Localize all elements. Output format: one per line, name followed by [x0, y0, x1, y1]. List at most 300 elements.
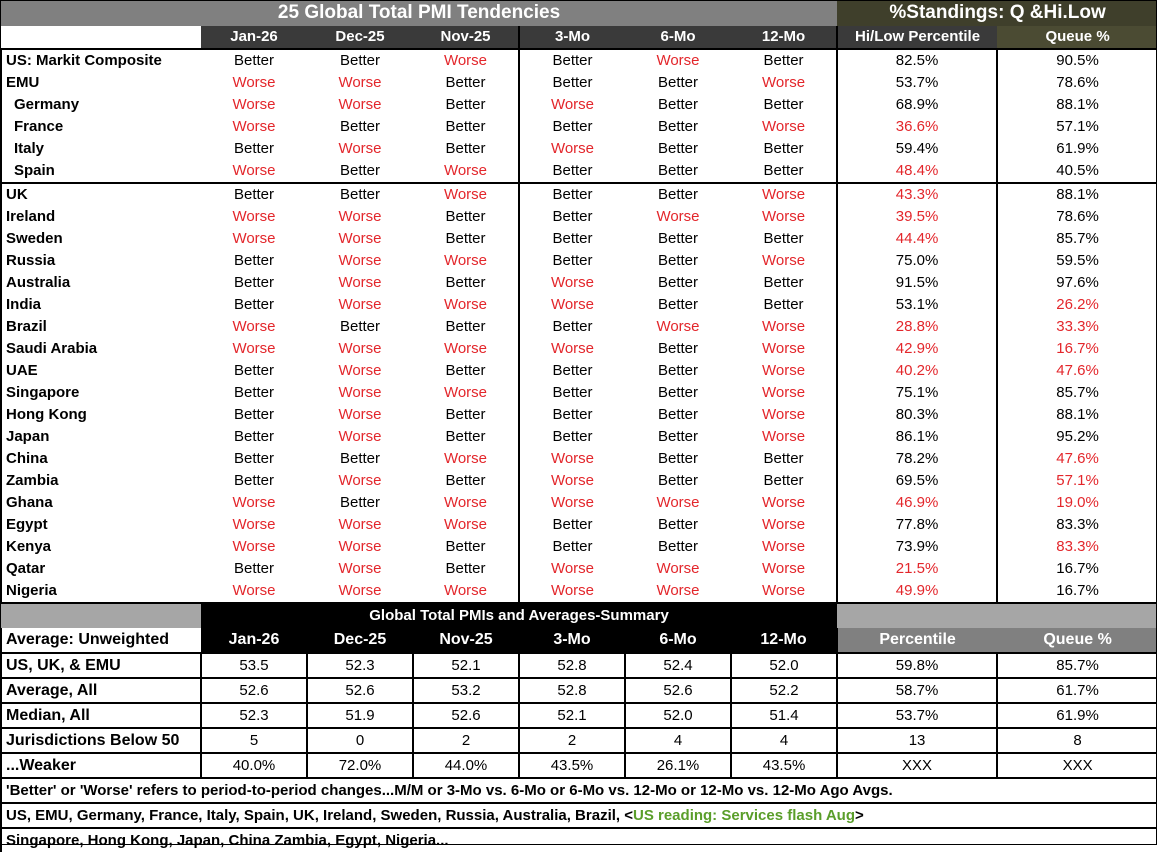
summary-cell: 53.5 [201, 653, 307, 678]
country-name: US: Markit Composite [1, 49, 201, 72]
queue-cell: 78.6% [997, 206, 1157, 228]
tendency-cell: Better [657, 428, 699, 445]
summary-cell: XXX [997, 753, 1157, 778]
queue-cell: 33.3% [997, 316, 1157, 338]
tendency-cell: Worse [413, 160, 519, 183]
tendency-cell: Better [657, 340, 699, 357]
tendency-cell: Worse [550, 450, 595, 467]
tendency-cell: Better [413, 206, 519, 228]
queue-cell: 40.5% [997, 160, 1157, 183]
summary-cell: 59.8% [837, 653, 997, 678]
average-col-header: 3-Mo [519, 628, 625, 653]
tendency-cell: Worse [413, 448, 519, 470]
tendency-cell: Worse [413, 338, 519, 360]
average-col-header: Queue % [997, 628, 1157, 653]
tendency-cell: Better [763, 162, 804, 179]
note-bracket: > [855, 806, 864, 824]
summary-blank-right [837, 603, 1157, 628]
summary-cell: 52.8 [519, 653, 625, 678]
tendency-cell: Worse [761, 406, 806, 423]
tendency-cell: Worse [656, 560, 700, 577]
tendency-cell: Better [552, 362, 593, 379]
tendency-cell: Worse [761, 74, 806, 91]
percentile-cell: 53.7% [837, 72, 997, 94]
tendency-cell: Worse [338, 274, 382, 291]
queue-cell: 85.7% [997, 382, 1157, 404]
percentile-cell: 82.5% [837, 49, 997, 72]
tendency-cell: Worse [232, 74, 276, 91]
summary-name: Median, All [1, 703, 201, 728]
note-row [1, 828, 1157, 852]
tendency-cell: Worse [338, 582, 382, 599]
tendency-cell: Better [657, 74, 699, 91]
queue-cell: 57.1% [997, 470, 1157, 492]
tendency-cell: Better [413, 536, 519, 558]
country-name: Kenya [1, 536, 201, 558]
tendency-cell: Better [657, 162, 699, 179]
col-percentile: Hi/Low Percentile [837, 26, 997, 49]
country-name: Hong Kong [1, 404, 201, 426]
table-row [1, 492, 1157, 514]
tendency-cell: Better [552, 406, 593, 423]
tendency-cell: Better [413, 558, 519, 580]
percentile-cell: 39.5% [837, 206, 997, 228]
percentile-cell: 42.9% [837, 338, 997, 360]
tendency-cell: Worse [761, 362, 806, 379]
tendency-cell: Better [233, 384, 275, 401]
percentile-cell: 73.9% [837, 536, 997, 558]
table-row [1, 138, 1157, 160]
tendency-cell: Worse [761, 340, 806, 357]
tendency-cell: Better [413, 404, 519, 426]
tendency-cell: Worse [761, 252, 806, 269]
queue-cell: 61.9% [997, 138, 1157, 160]
tendency-cell: Better [552, 428, 593, 445]
percentile-cell: 40.2% [837, 360, 997, 382]
tendency-cell: Worse [550, 140, 595, 157]
tendency-cell: Worse [232, 318, 276, 335]
tendency-cell: Better [552, 230, 593, 247]
summary-name: ...Weaker [1, 753, 201, 778]
queue-cell: 85.7% [997, 228, 1157, 250]
summary-cell: 52.6 [413, 703, 519, 728]
tendency-cell: Better [413, 72, 519, 94]
tendency-cell: Better [552, 162, 593, 179]
country-name: UK [1, 183, 201, 206]
tendency-cell: Better [339, 494, 381, 511]
tendency-cell: Better [233, 472, 275, 489]
summary-cell: 8 [997, 728, 1157, 753]
country-name: Australia [1, 272, 201, 294]
table-row [1, 316, 1157, 338]
tendency-cell: Better [233, 274, 275, 291]
country-name: Russia [1, 250, 201, 272]
tendency-cell: Better [657, 362, 699, 379]
summary-cell: 85.7% [997, 653, 1157, 678]
tendency-cell: Worse [338, 230, 382, 247]
tendency-cell: Worse [413, 49, 519, 72]
tendency-cell: Better [552, 74, 593, 91]
summary-cell: 2 [519, 728, 625, 753]
average-header-row [1, 628, 1157, 653]
note-countries-2: Singapore, Hong Kong, Japan, China Zambia, Egypt, Nigeria... [6, 831, 449, 849]
tendency-cell: Better [233, 406, 275, 423]
country-name: Italy [1, 138, 201, 160]
tendency-cell: Better [763, 96, 804, 113]
summary-row [1, 753, 1157, 778]
tendency-cell: Better [201, 183, 307, 206]
table-row [1, 94, 1157, 116]
country-name: Ireland [1, 206, 201, 228]
tendency-cell: Better [413, 94, 519, 116]
table-row [1, 272, 1157, 294]
summary-cell: 52.8 [519, 678, 625, 703]
tendency-cell: Better [233, 140, 275, 157]
summary-row [1, 678, 1157, 703]
tendency-cell: Better [413, 360, 519, 382]
tendency-cell: Worse [761, 118, 806, 135]
table-row [1, 448, 1157, 470]
summary-row [1, 653, 1157, 678]
summary-name: Jurisdictions Below 50 [1, 728, 201, 753]
tendency-cell: Worse [413, 382, 519, 404]
summary-title: Global Total PMIs and Averages-Summary [201, 603, 837, 628]
table-row [1, 228, 1157, 250]
tendency-cell: Worse [413, 294, 519, 316]
average-col-header: Jan-26 [201, 628, 307, 653]
summary-cell: 26.1% [625, 753, 731, 778]
summary-cell: 53.2 [413, 678, 519, 703]
percentile-cell: 75.0% [837, 250, 997, 272]
summary-cell: 2 [413, 728, 519, 753]
country-name: Brazil [1, 316, 201, 338]
country-name: Germany [1, 94, 201, 116]
tendency-cell: Worse [232, 340, 276, 357]
tendency-cell: Worse [232, 208, 276, 225]
tendency-cell: Better [201, 49, 307, 72]
percentile-cell: 48.4% [837, 160, 997, 183]
tendency-cell: Better [657, 450, 699, 467]
tendency-cell: Better [657, 472, 699, 489]
tendency-cell: Better [233, 296, 275, 313]
tendency-cell: Worse [656, 582, 700, 599]
queue-cell: 78.6% [997, 72, 1157, 94]
summary-cell: 52.1 [413, 653, 519, 678]
tendency-cell: Worse [232, 494, 276, 511]
country-name: India [1, 294, 201, 316]
summary-cell: 52.1 [519, 703, 625, 728]
summary-cell: 61.9% [997, 703, 1157, 728]
tendency-cell: Better [307, 183, 413, 206]
summary-title-row [1, 603, 1157, 628]
tendency-cell: Better [413, 426, 519, 448]
queue-cell: 47.6% [997, 448, 1157, 470]
tendency-cell: Better [657, 96, 699, 113]
percentile-cell: 49.9% [837, 580, 997, 603]
tendency-cell: Worse [232, 516, 276, 533]
tendency-cell: Worse [761, 560, 806, 577]
tendency-cell: Better [519, 183, 625, 206]
tendency-cell: Better [763, 472, 804, 489]
tendency-cell: Worse [550, 96, 595, 113]
col-jan26: Jan-26 [201, 26, 307, 49]
average-col-header: 12-Mo [731, 628, 837, 653]
tendency-cell: Worse [232, 96, 276, 113]
tendency-cell: Worse [761, 516, 806, 533]
summary-cell: 52.0 [625, 703, 731, 728]
table-row [1, 404, 1157, 426]
tendency-cell: Worse [550, 494, 595, 511]
country-name: Nigeria [1, 580, 201, 603]
note-row [1, 778, 1157, 803]
percentile-cell: 80.3% [837, 404, 997, 426]
percentile-cell: 43.3% [837, 183, 997, 206]
tendency-cell: Better [657, 384, 699, 401]
summary-cell: 52.6 [625, 678, 731, 703]
tendency-cell: Worse [338, 516, 382, 533]
tendency-cell: Better [413, 470, 519, 492]
table-row [1, 250, 1157, 272]
percentile-cell: 86.1% [837, 426, 997, 448]
col-queue: Queue % [997, 26, 1157, 49]
average-col-header: Nov-25 [413, 628, 519, 653]
percentile-cell: 69.5% [837, 470, 997, 492]
summary-cell: 52.4 [625, 653, 731, 678]
summary-cell: 4 [625, 728, 731, 753]
tendency-cell: Better [657, 118, 699, 135]
table-row [1, 183, 1157, 206]
tendency-cell: Better [552, 384, 593, 401]
tendency-cell: Worse [232, 118, 276, 135]
tendency-cell: Better [233, 252, 275, 269]
tendency-cell: Worse [338, 406, 382, 423]
tendency-cell: Better [339, 318, 381, 335]
queue-cell: 88.1% [997, 404, 1157, 426]
queue-cell: 19.0% [997, 492, 1157, 514]
tendency-cell: Worse [761, 582, 806, 599]
note-cell [1, 803, 1157, 828]
summary-row [1, 728, 1157, 753]
summary-cell: 58.7% [837, 678, 997, 703]
queue-cell: 57.1% [997, 116, 1157, 138]
tendency-cell: Worse [338, 96, 382, 113]
tendency-cell: Better [552, 538, 593, 555]
country-name: China [1, 448, 201, 470]
tendency-cell: Worse [550, 274, 595, 291]
table-row [1, 470, 1157, 492]
tendency-cell: Better [233, 428, 275, 445]
queue-cell: 97.6% [997, 272, 1157, 294]
summary-name: US, UK, & EMU [1, 653, 201, 678]
tendency-cell: Better [413, 316, 519, 338]
note-row [1, 803, 1157, 828]
tendency-cell: Worse [761, 494, 806, 511]
table-row [1, 360, 1157, 382]
tendency-cell: Better [763, 450, 804, 467]
country-name: Singapore [1, 382, 201, 404]
summary-cell: 13 [837, 728, 997, 753]
queue-cell: 59.5% [997, 250, 1157, 272]
table-row [1, 558, 1157, 580]
country-name: Egypt [1, 514, 201, 536]
tendency-cell: Worse [550, 296, 595, 313]
queue-cell: 83.3% [997, 514, 1157, 536]
tendency-cell: Better [763, 296, 804, 313]
tendency-cell: Worse [338, 252, 382, 269]
tendency-cell: Better [552, 252, 593, 269]
percentile-cell: 78.2% [837, 448, 997, 470]
tendency-cell: Worse [413, 580, 519, 603]
table-row [1, 49, 1157, 72]
table-row [1, 72, 1157, 94]
summary-cell: 51.4 [731, 703, 837, 728]
summary-cell: 53.7% [837, 703, 997, 728]
tendency-cell: Worse [656, 494, 700, 511]
tendency-cell: Worse [338, 560, 382, 577]
percentile-cell: 77.8% [837, 514, 997, 536]
tendency-cell: Better [625, 183, 731, 206]
summary-cell: 52.3 [201, 703, 307, 728]
summary-blank-left [1, 603, 201, 628]
tendency-cell: Worse [338, 140, 382, 157]
summary-cell: 40.0% [201, 753, 307, 778]
tendency-cell: Better [413, 116, 519, 138]
average-col-header: Percentile [837, 628, 997, 653]
tendency-cell: Worse [550, 340, 595, 357]
tendency-cell: Worse [761, 538, 806, 555]
summary-cell: 5 [201, 728, 307, 753]
tendency-cell: Better [552, 208, 593, 225]
summary-cell: 51.9 [307, 703, 413, 728]
country-name: Saudi Arabia [1, 338, 201, 360]
summary-cell: 43.5% [731, 753, 837, 778]
tendency-cell: Worse [338, 74, 382, 91]
tendency-cell: Worse [761, 208, 806, 225]
tendency-cell: Better [763, 140, 804, 157]
percentile-cell: 91.5% [837, 272, 997, 294]
queue-cell: 90.5% [997, 49, 1157, 72]
queue-cell: 16.7% [997, 558, 1157, 580]
percentile-cell: 53.1% [837, 294, 997, 316]
tendency-cell: Worse [413, 492, 519, 514]
note-cell [1, 778, 1157, 803]
average-col-header: Dec-25 [307, 628, 413, 653]
tendency-cell: Worse [413, 183, 519, 206]
note-cell [1, 828, 1157, 852]
tendency-cell: Worse [550, 472, 595, 489]
summary-cell: 4 [731, 728, 837, 753]
col-dec25: Dec-25 [307, 26, 413, 49]
tendency-cell: Worse [338, 340, 382, 357]
tendency-cell: Better [413, 228, 519, 250]
percentile-cell: 44.4% [837, 228, 997, 250]
summary-cell: 52.0 [731, 653, 837, 678]
tendency-cell: Better [339, 118, 381, 135]
tendency-cell: Better [552, 516, 593, 533]
average-label: Average: Unweighted [1, 628, 201, 653]
table-title: 25 Global Total PMI Tendencies [1, 0, 837, 26]
tendency-cell: Worse [232, 230, 276, 247]
tendency-cell: Worse [761, 428, 806, 445]
tendency-cell: Worse [761, 318, 806, 335]
tendency-cell: Better [657, 538, 699, 555]
tendency-cell: Worse [338, 208, 382, 225]
tendency-cell: Worse [413, 514, 519, 536]
percentile-cell: 36.6% [837, 116, 997, 138]
tendency-cell: Worse [550, 582, 595, 599]
tendency-cell: Better [763, 274, 804, 291]
note-countries: US, EMU, Germany, France, Italy, Spain, UK, Ireland, Sweden, Russia, Australia, Brazil, < [6, 806, 633, 824]
average-col-header: 6-Mo [625, 628, 731, 653]
country-name: Japan [1, 426, 201, 448]
country-name: Qatar [1, 558, 201, 580]
tendency-cell: Better [552, 118, 593, 135]
queue-cell: 26.2% [997, 294, 1157, 316]
table-row [1, 294, 1157, 316]
table-row [1, 338, 1157, 360]
summary-cell: 52.6 [307, 678, 413, 703]
tendency-cell: Worse [656, 208, 700, 225]
tendency-cell: Better [657, 296, 699, 313]
tendency-cell: Better [307, 49, 413, 72]
country-name: UAE [1, 360, 201, 382]
tendency-cell: Better [657, 140, 699, 157]
tendency-cell: Worse [761, 384, 806, 401]
summary-cell: 52.6 [201, 678, 307, 703]
note-definition: 'Better' or 'Worse' refers to period-to-period changes...M/M or 3-Mo vs. 6-Mo or 6-Mo vs. 12-Mo or 12-Mo vs. 12-Mo Ago Avgs. [6, 781, 893, 799]
col-12mo: 12-Mo [731, 26, 837, 49]
tendency-cell: Worse [625, 49, 731, 72]
table-row [1, 206, 1157, 228]
col-3mo: 3-Mo [519, 26, 625, 49]
country-name: Sweden [1, 228, 201, 250]
tendency-cell: Better [413, 138, 519, 160]
summary-row [1, 703, 1157, 728]
summary-cell: 43.5% [519, 753, 625, 778]
tendency-cell: Worse [731, 183, 837, 206]
tendency-cell: Worse [338, 538, 382, 555]
tendency-cell: Better [657, 516, 699, 533]
tendency-cell: Worse [338, 362, 382, 379]
queue-cell: 88.1% [997, 94, 1157, 116]
note-us-reading: US reading: Services flash Aug [633, 806, 856, 824]
country-name: Spain [1, 160, 201, 183]
percentile-cell: 68.9% [837, 94, 997, 116]
queue-cell: 95.2% [997, 426, 1157, 448]
tendency-cell: Better [339, 162, 381, 179]
table-row [1, 536, 1157, 558]
tendency-cell: Better [233, 560, 275, 577]
queue-cell: 16.7% [997, 338, 1157, 360]
tendency-cell: Better [657, 252, 699, 269]
tendency-cell: Better [731, 49, 837, 72]
tendency-cell: Better [657, 230, 699, 247]
table-row [1, 580, 1157, 603]
tendency-cell: Better [233, 450, 275, 467]
summary-cell: 52.3 [307, 653, 413, 678]
table-row [1, 116, 1157, 138]
summary-cell: 52.2 [731, 678, 837, 703]
tendency-cell: Worse [338, 384, 382, 401]
table-row [1, 160, 1157, 183]
tendency-cell: Better [339, 450, 381, 467]
percentile-cell: 75.1% [837, 382, 997, 404]
summary-cell: 44.0% [413, 753, 519, 778]
table-row [1, 426, 1157, 448]
tendency-cell: Better [552, 318, 593, 335]
table-row [1, 382, 1157, 404]
percentile-cell: 59.4% [837, 138, 997, 160]
